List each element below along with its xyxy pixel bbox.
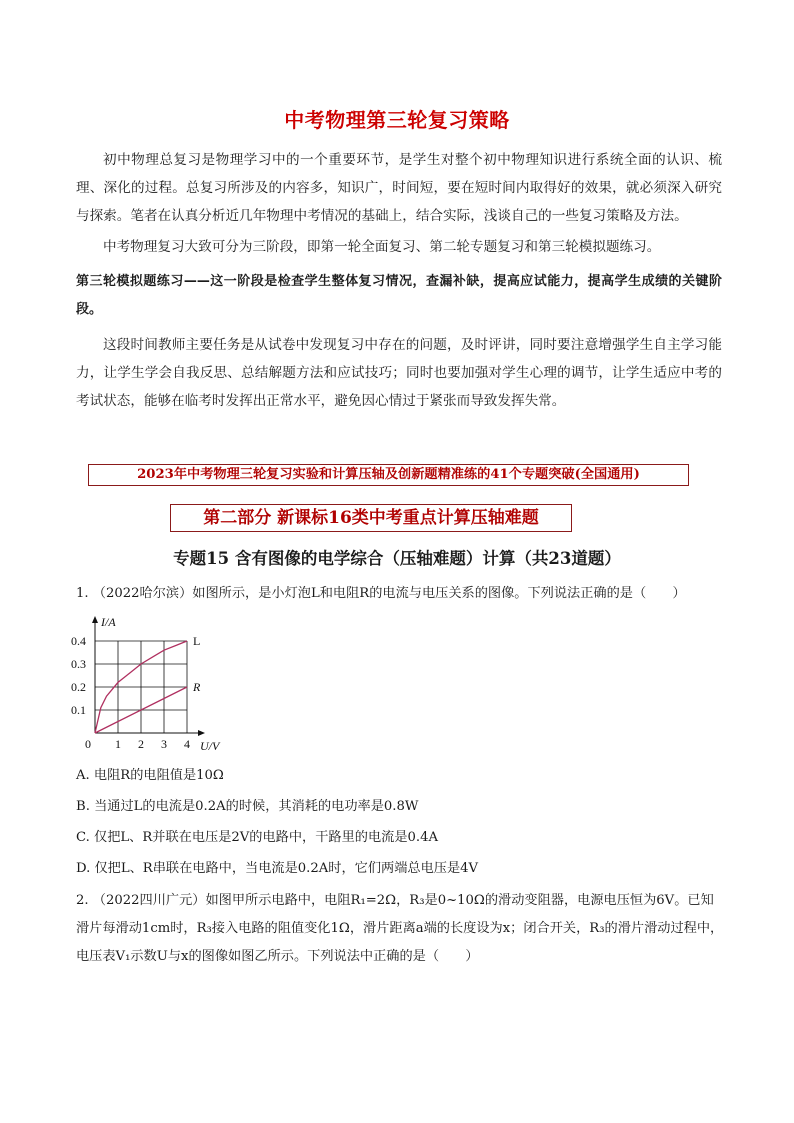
intro-paragraph-3: 第三轮模拟题练习——这一阶段是检查学生整体复习情况，查漏补缺，提高应试能力，提高学生成绩的关键阶段。 [76, 274, 722, 317]
question-1-option-c: C. 仅把L、R并联在电压是2V的电路中，干路里的电流是0.4A [76, 830, 439, 845]
iu-graph [68, 614, 238, 754]
y-tick-label: 0.4 [71, 634, 86, 648]
intro-paragraph-2: 中考物理复习大致可分为三阶段，即第一轮全面复习、第二轮专题复习和第三轮模拟题练习。 [103, 239, 661, 255]
question-2-stem: 2. （2022四川广元）如图甲所示电路中，电阻R₁=2Ω，R₃是0~10Ω的滑动变阻器，电源电压恒为6V。已知滑片每滑动1cm时，R₃接入电路的阻值变化1Ω，滑片距离a端的长度设为x；闭合开关，R₃的滑片滑动过程中，电压表V₁示数U与x的图像如图乙所示。下列说法中正确的是（ ） [76, 893, 724, 964]
graph-axes [92, 616, 205, 736]
x-tick-label: 2 [138, 737, 144, 751]
question-1-option-d: D. 仅把L、R串联在电路中，当电流是0.2A时，它们两端总电压是4V [76, 861, 479, 876]
x-tick-label: 1 [115, 737, 121, 751]
x-tick-label: 4 [184, 737, 190, 751]
topic-heading: 专题15 含有图像的电学综合（压轴难题）计算（共23道题） [173, 549, 621, 568]
question-1-stem: 1. （2022哈尔滨）如图所示，是小灯泡L和电阻R的电流与电压关系的图像。下列说法正确的是（ ） [76, 586, 686, 601]
series-label-L: L [193, 634, 201, 648]
graph-grid [95, 641, 187, 733]
y-axis-arrow [92, 616, 98, 623]
x-tick-label: 3 [161, 737, 167, 751]
series-banner: 2023年中考物理三轮复习实验和计算压轴及创新题精准练的41个专题突破(全国通用) [88, 464, 689, 486]
y-tick-label: 0.3 [71, 657, 86, 671]
question-1-option-a: A. 电阻R的电阻值是10Ω [76, 768, 224, 783]
y-tick-label: 0.2 [71, 680, 86, 694]
y-axis-label: I/A [101, 615, 116, 629]
part-banner: 第二部分 新课标16类中考重点计算压轴难题 [170, 504, 572, 532]
series-label-R: R [193, 680, 201, 694]
intro-paragraph-4: 这段时间教师主要任务是从试卷中发现复习中存在的问题，及时评讲，同时要注意增强学生自主学习能力，让学生学会自我反思、总结解题方法和应试技巧；同时也要加强对学生心理的调节，让学生适应中考的考试状态，能够在临考时发挥出正常水平，避免因心情过于紧张而导致发挥失常。 [76, 337, 722, 409]
x-axis-label: U/V [200, 739, 220, 753]
intro-paragraph-1: 初中物理总复习是物理学习中的一个重要环节，是学生对整个初中物理知识进行系统全面的认识、梳理、深化的过程。总复习所涉及的内容多，知识广，时间短，要在短时间内取得好的效果，就必须深入研究与探索。笔者在认真分析近几年物理中考情况的基础上，结合实际，浅谈自己的一些复习策略及方法。 [76, 152, 722, 224]
x-axis-arrow [198, 730, 205, 736]
question-1-option-b: B. 当通过L的电流是0.2A的时候，其消耗的电功率是0.8W [76, 799, 419, 814]
y-tick-label: 0.1 [71, 703, 86, 717]
page-title: 中考物理第三轮复习策略 [284, 108, 510, 132]
x-tick-label: 0 [85, 737, 91, 751]
